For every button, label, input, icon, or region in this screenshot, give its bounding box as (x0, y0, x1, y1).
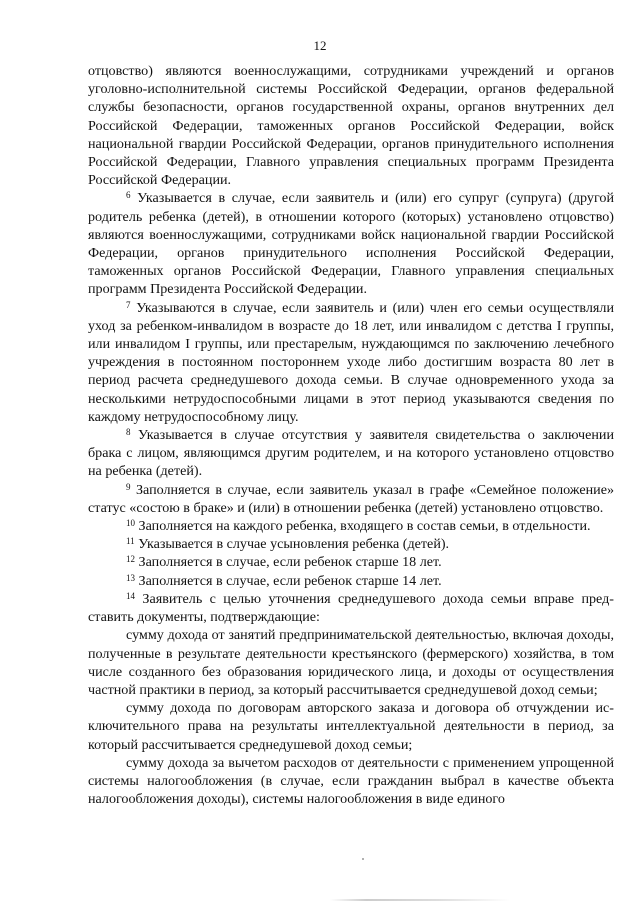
footnote-text: Заполняется на каждого ребенка, входящего в состав семьи, в отдельности. (138, 518, 591, 535)
footnote-text: сумму дохода за вычетом расходов от деятельности с применением упрощенной системы налогообложения (в случае, если гражданин выбрал в качестве объекта налогообложения доходы), системы налогообложения в виде единого (88, 754, 614, 808)
footnote-text: Указываются в случае, если заявитель и (или) член его семьи осуществляли уход за ребенком-инвалидом в возрасте до 18 лет, или инвалидом с детства I группы, или инвалидом I группы, или престарелым, нуждающимся по заключению лечебного учреждения в постоянном постороннем уходе либо достигшим возраста 80 лет в период расчета среднедушевого дохода семьи. В случае одновременного ухода за несколькими нетрудоспособными лицами в этот период указываются сведения по каждому нетрудоспособному лицу. (88, 299, 614, 425)
footnote-ref: 14 (126, 590, 135, 601)
scan-speck (362, 858, 364, 860)
footnote-ref: 10 (126, 518, 135, 529)
footnote-9 (88, 481, 614, 517)
footnote-8 (88, 426, 614, 481)
page-number: 12 (313, 38, 327, 53)
footnote-10 (88, 517, 614, 535)
footnote-text: Заявитель с целью уточнения среднедушевого дохода семьи вправе представить документы, подтверждающие: (88, 590, 614, 626)
footnote-text: сумму дохода от занятий предпринимательской деятельностью, включая доходы, полученные в результате деятельности крестьянского (фермерского) хозяйства, в том числе созданного без образования юридического лица, и доходы от осуществления частной практики в период, за который рассчитывается среднедушевой доход семьи; (88, 627, 614, 698)
footnote-continuation (88, 62, 614, 189)
footnote-ref: 6 (126, 190, 131, 201)
footnote-11 (88, 535, 614, 553)
footnote-14-item (88, 699, 614, 754)
footnote-ref: 12 (126, 554, 135, 565)
footnotes-body (88, 62, 614, 808)
footnote-13 (88, 572, 614, 590)
footnote-text: Заполняется в случае, если ребенок старше 14 лет. (138, 572, 442, 589)
footnote-6 (88, 189, 614, 298)
footnote-ref: 11 (126, 536, 135, 547)
footnote-ref: 8 (126, 427, 131, 438)
footnote-12 (88, 553, 614, 571)
footnote-text: Указывается в случае усыновления ребенка (детей). (138, 536, 450, 553)
footnote-ref: 9 (126, 481, 131, 492)
footnote-ref: 13 (126, 572, 135, 583)
footnote-text: Указывается в случае отсутствия у заявителя свидетельства о заключении брака с лицом, являющимся другим родителем, и на которого установлено отцовство на ребенка (детей). (88, 427, 615, 480)
footnote-14-item (88, 626, 614, 699)
footnote-14 (88, 590, 614, 626)
scan-edge-artifact (330, 899, 510, 901)
footnote-text: Заполняется в случае, если заявитель указал в графе «Семейное положение» статус «состою в браке» и (или) в отношении ребенка (детей) установлено отцовство. (88, 481, 614, 516)
footnote-text: Указывается в случае, если заявитель и (или) его супруг (супруга) (другой родитель ребенка (детей), в отношении которого (которых) установлено отцовство) являются военнослужащими, сотрудниками войск национальной гвардии Российской Федерации, органов принудительного исполнения Российской Федерации, таможенных органов Российской Федерации, Главного управления специальных программ Президента Российской Федерации. (88, 190, 614, 298)
footnote-text: сумму дохода по договорам авторского заказа и договора об отчуждении исключительного права на результаты интеллектуальной деятельности в период, за который рассчитывается среднедушевой доход семьи; (88, 700, 614, 753)
footnote-ref: 7 (126, 299, 131, 310)
footnote-text: Заполняется в случае, если ребенок старше 18 лет. (138, 554, 442, 571)
footnote-text: отцовство) являются военнослужащими, сотрудниками учреждений и органов уголовно-исполнительной системы Российской Федерации, органов федеральной службы безопасности, органов государственной охраны, органов внутренних дел Российской Федерации, таможенных органов Российской Федерации, войск национальной гвардии Российской Федерации, органов принудительного исполнения Российской Федерации, Главного управления специальных программ Президента Российской Федерации. (88, 63, 614, 189)
footnote-14-item (88, 754, 614, 809)
footnote-7 (88, 299, 614, 426)
